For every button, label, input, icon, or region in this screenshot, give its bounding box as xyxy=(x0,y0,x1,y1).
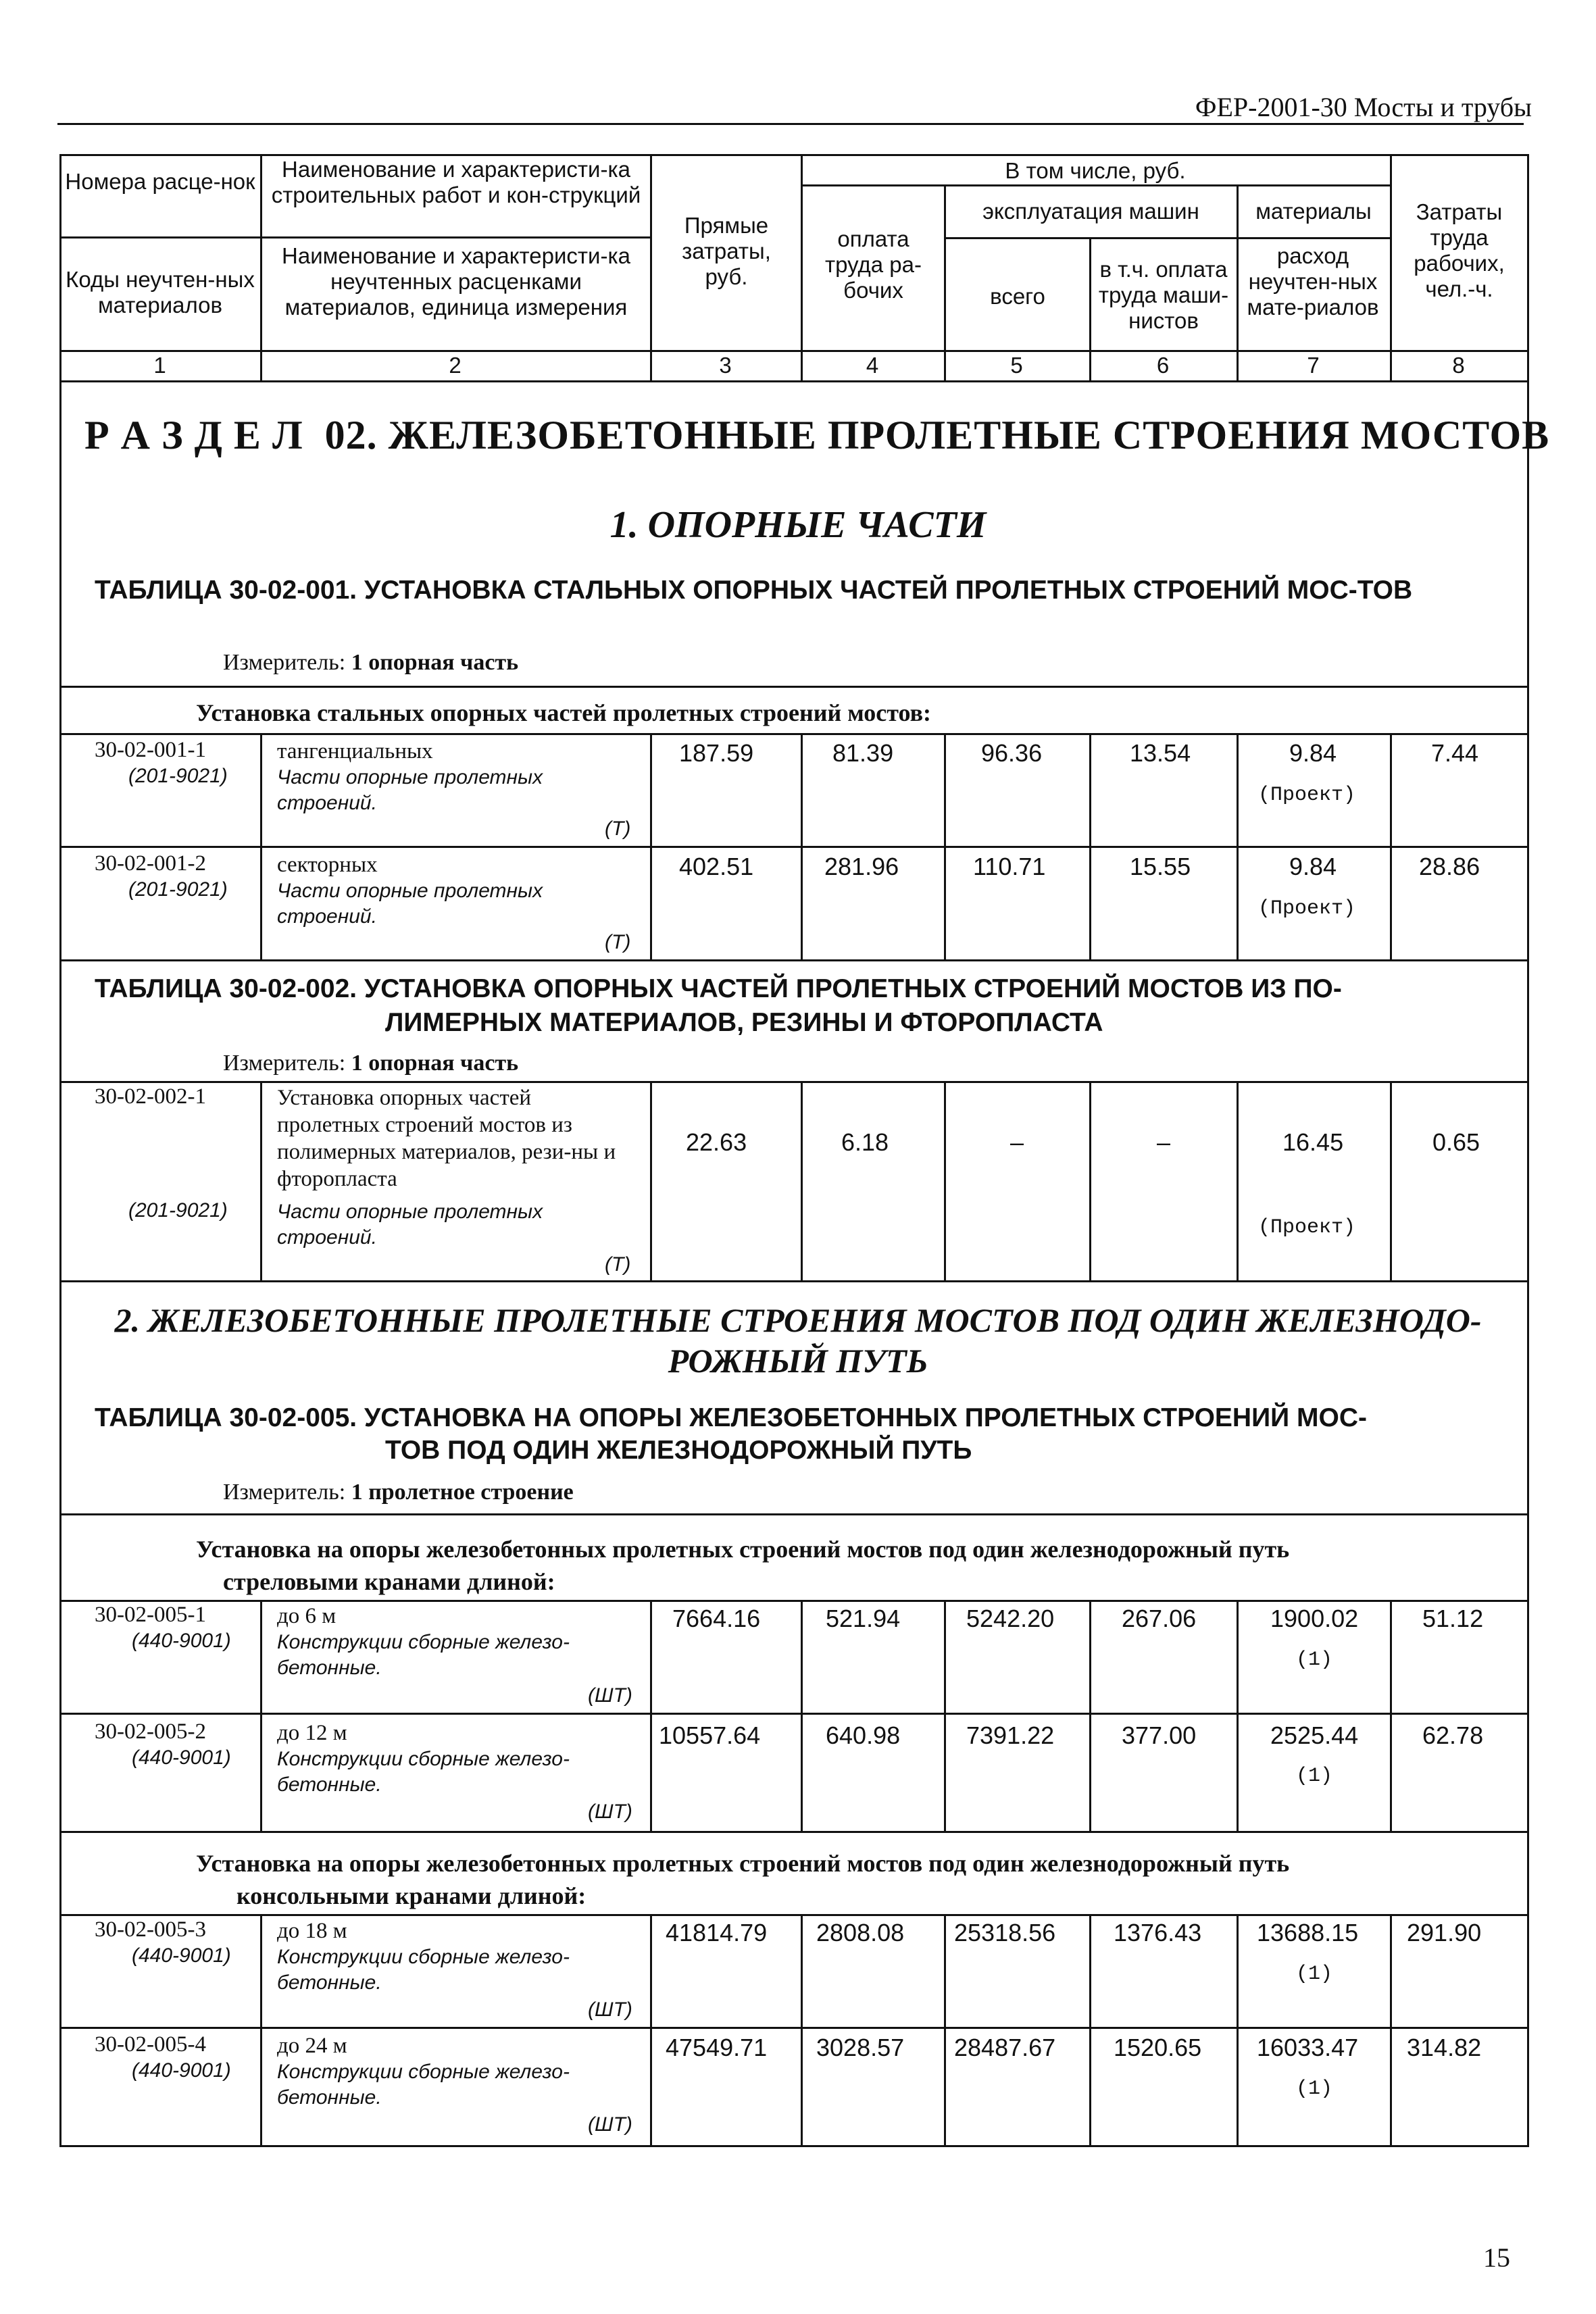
table3-title-line2: ТОВ ПОД ОДИН ЖЕЛЕЗНОДОРОЖНЫЙ ПУТЬ xyxy=(385,1436,972,1465)
labor-hours: 314.82 xyxy=(1407,2034,1482,2061)
machines-total: – xyxy=(1010,1128,1024,1156)
machines-total: 110.71 xyxy=(973,853,1046,880)
materials-note: (1) xyxy=(1296,2078,1333,2101)
col-number-4: 4 xyxy=(866,353,879,378)
materials: 9.84 xyxy=(1289,739,1337,767)
col-header-material-name: Наименование и характеристи-ка неучтенных расценками материалов, единица измерения xyxy=(282,243,630,320)
material-desc: Конструкции сборные железо-бетонные. xyxy=(277,1946,570,1994)
material-code: (440-9001) xyxy=(132,2059,231,2082)
table2-title-line2: ЛИМЕРНЫХ МАТЕРИАЛОВ, РЕЗИНЫ И ФТОРОПЛАСТА xyxy=(385,1008,1103,1037)
col-header-materials: материалы xyxy=(1255,199,1372,224)
material-desc: Конструкции сборные железо-бетонные. xyxy=(277,2061,570,2109)
rate-code: 30-02-005-4 xyxy=(95,2032,206,2057)
labor-pay: 3028.57 xyxy=(816,2034,905,2061)
materials-note: (Проект) xyxy=(1258,897,1356,920)
direct-costs: 187.59 xyxy=(679,739,754,767)
unit: (ШТ) xyxy=(588,1998,632,2021)
subsection-title-2-line1: 2. ЖЕЛЕЗОБЕТОННЫЕ ПРОЛЕТНЫЕ СТРОЕНИЯ МОСТОВ ПОД ОДИН ЖЕЛЕЗНОДО- xyxy=(114,1301,1482,1339)
labor-pay: 2808.08 xyxy=(816,1919,905,1946)
material-code: (440-9001) xyxy=(132,1746,231,1769)
col-header-labor-hours: Затраты труда рабочих, чел.-ч. xyxy=(1414,199,1505,301)
table2-title-line1: ТАБЛИЦА 30-02-002. УСТАНОВКА ОПОРНЫХ ЧАСТЕЙ ПРОЛЕТНЫХ СТРОЕНИЙ МОСТОВ ИЗ ПО- xyxy=(95,974,1342,1003)
table3-group2-line2: консольными кранами длиной: xyxy=(236,1882,587,1909)
table3-title-line1: ТАБЛИЦА 30-02-005. УСТАНОВКА НА ОПОРЫ ЖЕЛЕЗОБЕТОННЫХ ПРОЛЕТНЫХ СТРОЕНИЙ МОС- xyxy=(95,1403,1367,1432)
machinist-pay: – xyxy=(1157,1128,1171,1156)
col-header-machinist-pay: в т.ч. оплата труда маши-нистов xyxy=(1098,257,1229,333)
table3-group2-line1: Установка на опоры железобетонных пролетных строений мостов под один железнодорожный путь xyxy=(196,1850,1290,1877)
direct-costs: 41814.79 xyxy=(666,1919,768,1946)
material-desc: Конструкции сборные железо-бетонные. xyxy=(277,1631,570,1679)
col-number-6: 6 xyxy=(1156,353,1170,378)
materials-note: (Проект) xyxy=(1258,784,1356,807)
col-header-labor-pay: оплата труда ра-бочих xyxy=(825,226,922,303)
materials-note: (1) xyxy=(1296,1963,1333,1986)
work-name: до 18 м xyxy=(277,1919,347,1943)
rate-code: 30-02-001-2 xyxy=(95,851,206,876)
col-header-machines-total: всего xyxy=(990,284,1045,309)
work-name: до 6 м xyxy=(277,1604,336,1628)
table2-measure: Измеритель: 1 опорная часть xyxy=(223,1051,519,1076)
machines-total: 5242.20 xyxy=(966,1605,1055,1632)
direct-costs: 10557.64 xyxy=(659,1721,761,1749)
unit: (ШТ) xyxy=(588,1801,632,1823)
machines-total: 96.36 xyxy=(981,739,1043,767)
machines-total: 25318.56 xyxy=(954,1919,1056,1946)
materials: 9.84 xyxy=(1289,853,1337,880)
labor-pay: 81.39 xyxy=(832,739,894,767)
col-number-7: 7 xyxy=(1307,353,1320,378)
machinist-pay: 1520.65 xyxy=(1114,2034,1202,2061)
materials-note: (1) xyxy=(1296,1765,1333,1788)
table1-title: ТАБЛИЦА 30-02-001. УСТАНОВКА СТАЛЬНЫХ ОПОРНЫХ ЧАСТЕЙ ПРОЛЕТНЫХ СТРОЕНИЙ МОС-ТОВ xyxy=(95,576,1413,605)
machines-total: 7391.22 xyxy=(966,1721,1055,1749)
table1-top xyxy=(59,686,1529,688)
rate-code: 30-02-002-1 xyxy=(95,1084,206,1109)
col-header-unaccounted-materials: расход неучтен-ных мате-риалов xyxy=(1247,243,1379,320)
unit: (ШТ) xyxy=(588,2113,632,2136)
materials: 13688.15 xyxy=(1257,1919,1359,1946)
labor-hours: 28.86 xyxy=(1419,853,1480,880)
rate-code: 30-02-005-1 xyxy=(95,1603,206,1627)
material-desc: Части опорные пролетных строений. xyxy=(277,1201,543,1249)
work-name: тангенциальных xyxy=(277,739,433,763)
table1-measure: Измеритель: 1 опорная часть xyxy=(223,650,519,675)
machinist-pay: 377.00 xyxy=(1122,1721,1197,1749)
col-number-2: 2 xyxy=(449,353,462,378)
material-code: (201-9021) xyxy=(128,765,228,787)
col-header-rate-numbers: Номера расце-нок xyxy=(65,169,255,194)
labor-pay: 521.94 xyxy=(826,1605,901,1632)
labor-pay: 6.18 xyxy=(841,1128,889,1156)
direct-costs: 7664.16 xyxy=(672,1605,761,1632)
labor-hours: 291.90 xyxy=(1407,1919,1482,1946)
work-name: Установка опорных частей пролетных строений мостов из полимерных материалов, рези-ны и фторопласта xyxy=(277,1086,616,1191)
machines-total: 28487.67 xyxy=(954,2034,1056,2061)
unit: (Т) xyxy=(605,931,631,953)
unit: (ШТ) xyxy=(588,1684,632,1707)
table3-measure: Измеритель: 1 пролетное строение xyxy=(223,1480,574,1505)
labor-hours: 0.65 xyxy=(1432,1128,1480,1156)
subsection-title-2-line2: РОЖНЫЙ ПУТЬ xyxy=(668,1342,928,1380)
materials: 16.45 xyxy=(1282,1128,1344,1156)
material-desc: Части опорные пролетных строений. xyxy=(277,880,543,928)
materials-note: (1) xyxy=(1296,1649,1333,1671)
material-code: (201-9021) xyxy=(128,878,228,901)
col-header-direct-costs: Прямые затраты, руб. xyxy=(682,213,771,289)
rate-code: 30-02-005-3 xyxy=(95,1917,206,1942)
col-header-material-codes: Коды неучтен-ных материалов xyxy=(66,267,255,318)
materials-note: (Проект) xyxy=(1258,1216,1356,1239)
labor-pay: 640.98 xyxy=(826,1721,901,1749)
header-rule xyxy=(57,123,1524,125)
direct-costs: 22.63 xyxy=(686,1128,747,1156)
labor-hours: 51.12 xyxy=(1422,1605,1484,1632)
page-number: 15 xyxy=(1483,2242,1510,2273)
machinist-pay: 1376.43 xyxy=(1114,1919,1202,1946)
col-number-1: 1 xyxy=(153,353,166,378)
machinist-pay: 13.54 xyxy=(1130,739,1191,767)
materials: 2525.44 xyxy=(1270,1721,1359,1749)
labor-hours: 7.44 xyxy=(1431,739,1479,767)
col-number-3: 3 xyxy=(719,353,732,378)
material-code: (440-9001) xyxy=(132,1944,231,1967)
col-header-group: В том числе, руб. xyxy=(1005,158,1186,183)
subsection-title-1: 1. ОПОРНЫЕ ЧАСТИ xyxy=(609,504,987,546)
material-desc: Конструкции сборные железо-бетонные. xyxy=(277,1748,570,1796)
col-header-work-name: Наименование и характеристи-ка строительных работ и кон-струкций xyxy=(271,157,641,207)
material-code: (440-9001) xyxy=(132,1630,231,1652)
running-header: ФЕР-2001-30 Мосты и трубы xyxy=(1195,92,1532,122)
section-title: Р А З Д Е Л 02. ЖЕЛЕЗОБЕТОННЫЕ ПРОЛЕТНЫЕ СТРОЕНИЯ МОСТОВ xyxy=(84,413,1550,457)
table3-group1-line1: Установка на опоры железобетонных пролетных строений мостов под один железнодорожный путь xyxy=(196,1536,1290,1563)
table1-group-label: Установка стальных опорных частей пролетных строений мостов: xyxy=(196,699,932,726)
col-header-machines: эксплуатация машин xyxy=(982,199,1199,224)
labor-hours: 62.78 xyxy=(1422,1721,1484,1749)
materials: 1900.02 xyxy=(1270,1605,1359,1632)
unit: (Т) xyxy=(605,1253,631,1276)
machinist-pay: 267.06 xyxy=(1122,1605,1197,1632)
direct-costs: 402.51 xyxy=(679,853,754,880)
direct-costs: 47549.71 xyxy=(666,2034,768,2061)
work-name: до 24 м xyxy=(277,2034,347,2058)
rate-code: 30-02-001-1 xyxy=(95,738,206,762)
material-desc: Части опорные пролетных строений. xyxy=(277,766,543,814)
material-code: (201-9021) xyxy=(128,1199,228,1222)
machinist-pay: 15.55 xyxy=(1130,853,1191,880)
work-name: секторных xyxy=(277,853,378,877)
work-name: до 12 м xyxy=(277,1721,347,1745)
col-number-5: 5 xyxy=(1010,353,1023,378)
table3-group1-line2: стреловыми кранами длиной: xyxy=(223,1568,555,1595)
materials: 16033.47 xyxy=(1257,2034,1359,2061)
unit: (Т) xyxy=(605,818,631,840)
labor-pay: 281.96 xyxy=(824,853,899,880)
col-number-8: 8 xyxy=(1452,353,1465,378)
rate-code: 30-02-005-2 xyxy=(95,1719,206,1744)
